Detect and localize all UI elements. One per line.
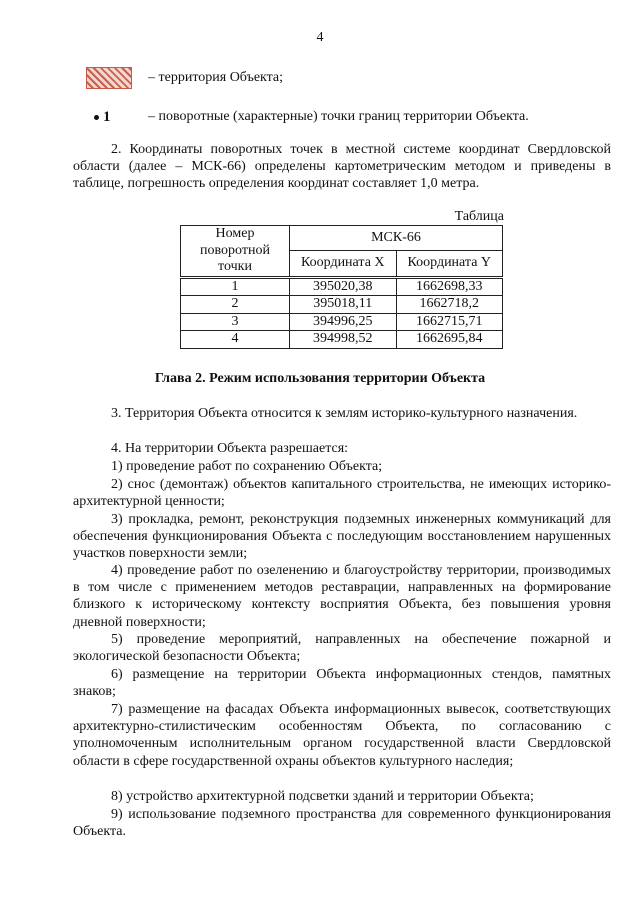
chapter-title: Глава 2. Режим использования территории Объекта [154,371,486,386]
paragraph-item: 2) снос (демонтаж) объектов капитального строительства, не имеющих историко-архитектурной ценности; [73,477,611,510]
legend-item-territory [86,67,283,89]
header-coordinate-y: Координата Y [396,251,503,277]
table-caption: Таблица [454,209,504,224]
table-row [181,313,503,331]
cell-y: 1662698,33 [396,277,503,296]
header-msk66: МСК-66 [290,226,503,251]
cell-point: 3 [181,313,290,331]
table-row [181,277,503,296]
header-coordinate-x: Координата X [290,251,397,277]
point-icon [94,115,99,120]
cell-x: 395018,11 [290,296,397,314]
cell-x: 394996,25 [290,313,397,331]
paragraph-item: 5) проведение мероприятий, направленных на обеспечение пожарной и экологической безопасности Объекта; [73,632,611,665]
coordinates-table [180,225,503,349]
cell-point: 4 [181,331,290,349]
legend-text: – территория Объекта; [148,70,284,85]
cell-x: 395020,38 [290,277,397,296]
point-symbol-label: 1 [103,108,111,125]
legend-item-points [86,106,529,128]
intro-paragraph: 2. Координаты поворотных точек в местной системе координат Свердловской области (далее – МСК-66) определены картометрическим методом и приведены в таблице, погрешность определения координат составляет 1,0 метра. [73,142,611,192]
paragraph-item: 4) проведение работ по озеленению и благоустройству территории, производимых в том числе с применением методов реставрации, направленных на формирование близкого к историческому контексту восприятия Объекта, без повышения уровня дневной поверхности; [73,563,611,630]
paragraph-item: 3) прокладка, ремонт, реконструкция подземных инженерных коммуникаций для обеспечения функционирования Объекта с последующим восстановлением нарушенных участков поверхности земли; [73,512,611,562]
header-point-number: Номер поворотной точки [181,226,290,278]
hatch-icon [86,67,132,89]
cell-point: 2 [181,296,290,314]
paragraph-item: 9) использование подземного пространства для современного функционирования Объекта. [73,807,611,840]
page-number: 4 [316,30,324,45]
cell-y: 1662715,71 [396,313,503,331]
cell-y: 1662695,84 [396,331,503,349]
paragraph-item: 7) размещение на фасадах Объекта информационных вывесок, соответствующих архитектурно-стилистическим особенностям Объекта, по согласованию с уполномоченным исполнительным органом государственной власти Свердловской области в сфере государственной охраны объектов культурного наследия; [73,702,611,769]
cell-y: 1662718,2 [396,296,503,314]
cell-x: 394998,52 [290,331,397,349]
paragraph-item: 1) проведение работ по сохранению Объекта; [111,459,383,474]
table-row [181,296,503,314]
paragraph-item: 3. Территория Объекта относится к землям историко-культурного назначения. [111,406,578,421]
cell-point: 1 [181,277,290,296]
legend-text: – поворотные (характерные) точки границ территории Объекта. [148,109,529,124]
table-row [181,331,503,349]
paragraph-item: 8) устройство архитектурной подсветки зданий и территории Объекта; [111,789,534,804]
paragraph-item: 6) размещение на территории Объекта информационных стендов, памятных знаков; [73,667,611,700]
paragraph-item: 4. На территории Объекта разрешается: [111,441,349,456]
